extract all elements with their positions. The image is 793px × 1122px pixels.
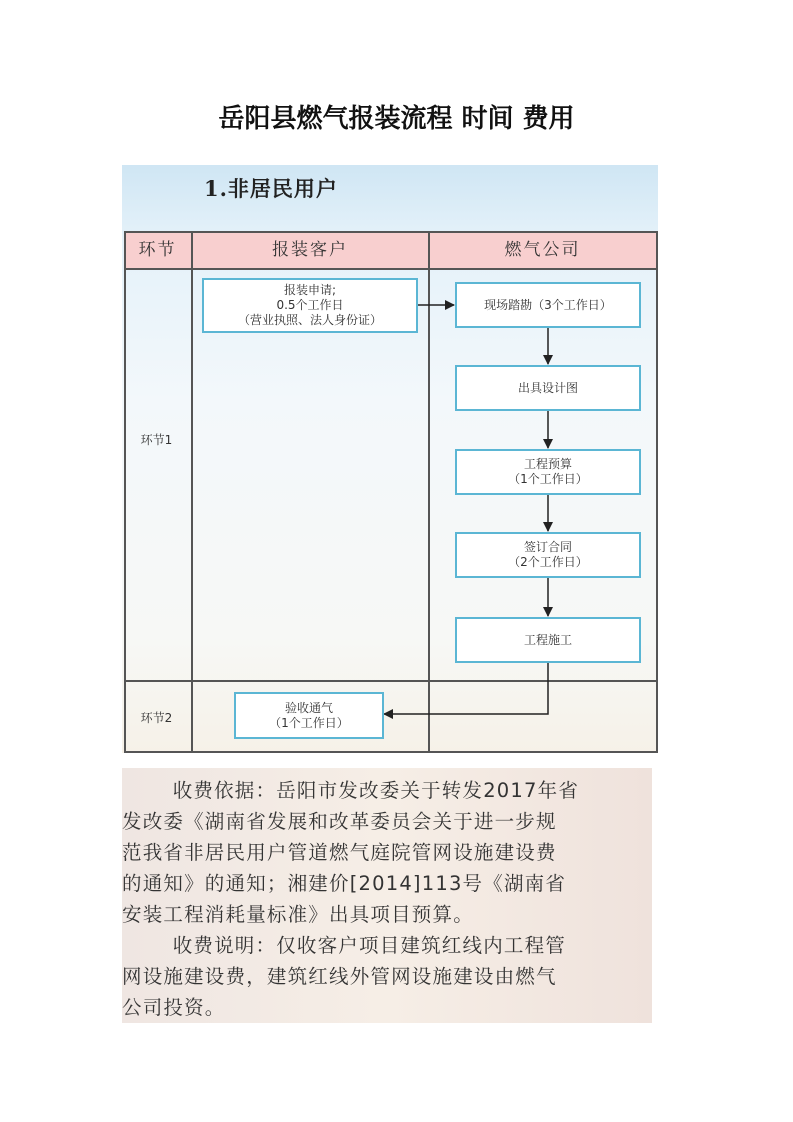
stage-label-2: 环节2	[140, 711, 173, 725]
flowchart-panel	[122, 165, 658, 753]
step-text: 工程施工	[523, 632, 572, 647]
fee-basis-line: 安装工程消耗量标准》出具项目预算。	[122, 903, 474, 926]
step-text: 0.5个工作日	[276, 298, 344, 312]
fee-explanation-line: 公司投资。	[122, 996, 226, 1019]
flow-step-apply	[202, 278, 418, 333]
step-text: 现场踏勘（3个工作日）	[484, 297, 612, 312]
header-gas-company: 燃气公司	[504, 240, 581, 260]
flow-step-construction	[455, 617, 641, 663]
section-title: 1.非居民用户	[204, 176, 338, 201]
flow-step-contract	[455, 532, 641, 578]
fee-explanation-line: 网设施建设费，建筑红线外管网设施建设由燃气	[122, 965, 557, 988]
fee-explanation-line: 收费说明：仅收客户项目建筑红线内工程管	[172, 934, 566, 957]
step-text: 报装申请;	[283, 283, 337, 297]
flow-step-site-survey	[455, 282, 641, 328]
flow-step-budget	[455, 449, 641, 495]
step-text: （营业执照、法人身份证）	[237, 313, 382, 327]
flow-step-acceptance	[234, 692, 384, 739]
step-text: 验收通气	[284, 700, 333, 715]
step-text: （1个工作日）	[508, 472, 588, 486]
step-text: 签订合同	[523, 540, 572, 554]
document-title: 岳阳县燃气报装流程 时间 费用	[218, 104, 575, 134]
fee-basis-line: 的通知》的通知；湘建价[2014]113号《湖南省	[122, 872, 567, 895]
stage-label-1: 环节1	[140, 433, 173, 447]
header-customer: 报装客户	[272, 240, 348, 260]
step-text: （2个工作日）	[508, 555, 588, 569]
fee-basis-line: 收费依据：岳阳市发改委关于转发2017年省	[172, 779, 580, 802]
step-text: 工程预算	[523, 457, 572, 471]
arrow-construction-to-acceptance	[384, 663, 548, 714]
fee-basis-line: 范我省非居民用户管道燃气庭院管网设施建设费	[122, 841, 557, 864]
step-text: 出具设计图	[517, 380, 578, 395]
fee-basis-line: 发改委《湖南省发展和改革委员会关于进一步规	[122, 810, 557, 833]
fee-notes-panel	[122, 768, 652, 1023]
header-stage: 环节	[138, 240, 177, 260]
flow-step-design	[455, 365, 641, 411]
step-text: （1个工作日）	[269, 715, 349, 730]
